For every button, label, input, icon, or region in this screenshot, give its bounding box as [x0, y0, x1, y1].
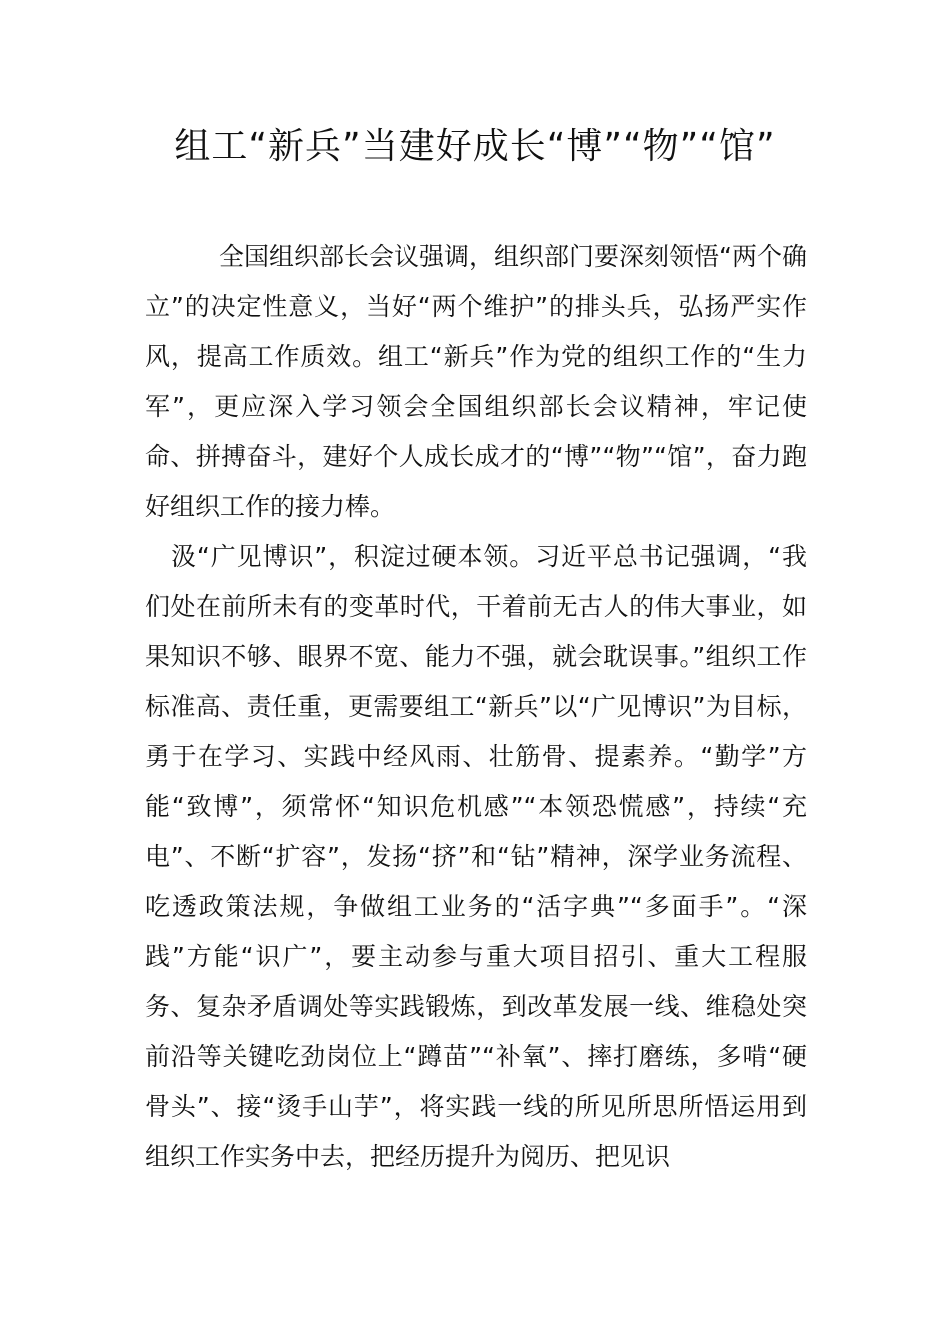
document-body	[145, 232, 807, 1182]
paragraph-broad-knowledge: 汲“广见博识”，积淀过硬本领。习近平总书记强调，“我们处在前所未有的变革时代，干着前无古人的伟大事业，如果知识不够、眼界不宽、能力不强，就会耽误事。”组织工作标准高、责任重，更需要组工“新兵”以“广见博识”为目标，勇于在学习、实践中经风雨、壮筋骨、提素养。“勤学”方能“致博”，须常怀“知识危机感”“本领恐慌感”，持续“充电”、不断“扩容”，发扬“挤”和“钻”精神，深学业务流程、吃透政策法规，争做组工业务的“活字典”“多面手”。“深践”方能“识广”，要主动参与重大项目招引、重大工程服务、复杂矛盾调处等实践锻炼，到改革发展一线、维稳处突前沿等关键吃劲岗位上“蹲苗”“补氧”、摔打磨练，多啃“硬骨头”、接“烫手山芋”，将实践一线的所见所思所悟运用到组织工作实务中去，把经历提升为阅历、把见识	[145, 542, 807, 1171]
document-title: 组工“新兵”当建好成长“博”“物”“馆”	[174, 126, 776, 167]
paragraph-intro: 全国组织部长会议强调，组织部门要深刻领悟“两个确立”的决定性意义，当好“两个维护”的排头兵，弘扬严实作风，提高工作质效。组工“新兵”作为党的组织工作的“生力军”，更应深入学习领会全国组织部长会议精神，牢记使命、拼搏奋斗，建好个人成长成才的“博”“物”“馆”，奋力跑好组织工作的接力棒。	[145, 242, 807, 521]
